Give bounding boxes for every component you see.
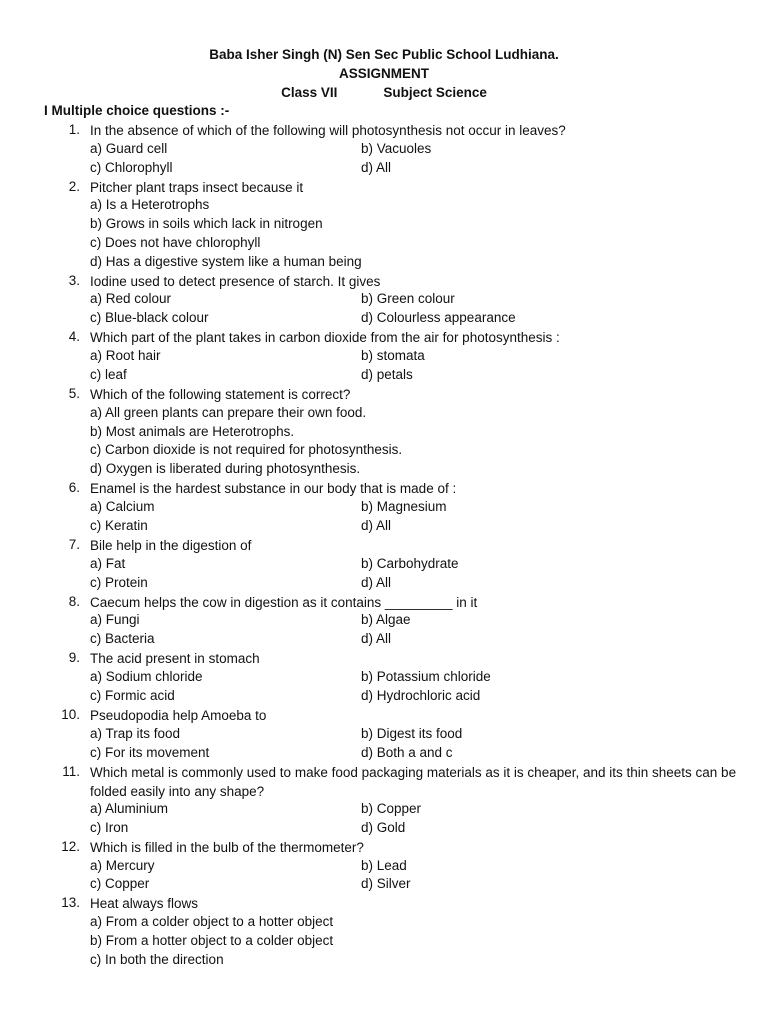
- school-name: Baba Isher Singh (N) Sen Sec Public School Ludhiana.: [209, 47, 559, 62]
- option: a) Aluminium: [90, 801, 169, 816]
- question-text: Pseudopodia help Amoeba to: [90, 708, 267, 723]
- option: a) Root hair: [90, 348, 161, 363]
- option: a) Guard cell: [90, 141, 168, 156]
- option: b) Vacuoles: [361, 141, 432, 156]
- option: b) Copper: [361, 801, 422, 816]
- option: d) Colourless appearance: [361, 310, 516, 325]
- option: a) Fat: [90, 556, 126, 571]
- question-text: Which part of the plant takes in carbon dioxide from the air for photosynthesis :: [90, 330, 560, 345]
- question-number: 4.: [68, 329, 80, 344]
- option: b) Carbohydrate: [361, 556, 459, 571]
- option: c) Does not have chlorophyll: [90, 235, 261, 250]
- option: b) Potassium chloride: [361, 669, 491, 684]
- question-number: 10.: [61, 707, 80, 722]
- question-number: 8.: [68, 594, 80, 609]
- option: a) Trap its food: [90, 726, 181, 741]
- option: c) Bacteria: [90, 631, 155, 646]
- option: b) stomata: [361, 348, 425, 363]
- option: a) Red colour: [90, 291, 172, 306]
- question-number: 2.: [68, 179, 80, 194]
- option: c) Copper: [90, 876, 150, 891]
- option: c) Iron: [90, 820, 129, 835]
- option: a) Fungi: [90, 612, 140, 627]
- question-text: Enamel is the hardest substance in our body that is made of :: [90, 481, 457, 496]
- question-text: The acid present in stomach: [90, 651, 260, 666]
- assignment-title: ASSIGNMENT: [338, 66, 429, 81]
- option: c) leaf: [90, 367, 127, 382]
- option: d) Silver: [361, 876, 411, 891]
- option: d) petals: [361, 367, 413, 382]
- question-number: 11.: [62, 764, 80, 779]
- option: b) From a hotter object to a colder object: [90, 933, 334, 948]
- option: c) Chlorophyll: [90, 160, 173, 175]
- option: c) Protein: [90, 575, 148, 590]
- question-number: 6.: [68, 480, 80, 495]
- question-text: Which of the following statement is correct?: [90, 387, 351, 402]
- question-number: 9.: [68, 650, 80, 665]
- option: b) Most animals are Heterotrophs.: [90, 424, 295, 439]
- option: a) From a colder object to a hotter object: [90, 914, 334, 929]
- option: c) Blue-black colour: [90, 310, 209, 325]
- option: d) All: [361, 518, 392, 533]
- question-number: 7.: [68, 537, 80, 552]
- question-number: 1.: [68, 122, 80, 137]
- question-text: Bile help in the digestion of: [90, 538, 252, 553]
- class-label: Class VII: [281, 85, 338, 100]
- question-number: 12.: [61, 839, 80, 854]
- question-text: Which is filled in the bulb of the thermometer?: [90, 840, 364, 855]
- question-number: 5.: [68, 386, 80, 401]
- option: c) In both the direction: [90, 952, 224, 967]
- option: d) Hydrochloric acid: [361, 688, 481, 703]
- option: b) Magnesium: [361, 499, 447, 514]
- option: d) All: [361, 160, 392, 175]
- option: d) Both a and c: [361, 745, 453, 760]
- option: b) Lead: [361, 858, 407, 873]
- option: a) Calcium: [90, 499, 155, 514]
- option: c) Keratin: [90, 518, 148, 533]
- section-title: I Multiple choice questions :-: [44, 103, 230, 118]
- question-text: Which metal is commonly used to make food packaging materials as it is cheaper, and its thin sheets can be folded easily into any shape?: [90, 765, 737, 799]
- question-text: Caecum helps the cow in digestion as it contains _________ in it: [90, 595, 478, 610]
- option: d) Oxygen is liberated during photosynthesis.: [90, 461, 361, 476]
- option: d) Has a digestive system like a human being: [90, 254, 362, 269]
- option: a) Sodium chloride: [90, 669, 203, 684]
- option: c) For its movement: [90, 745, 210, 760]
- question-text: In the absence of which of the following will photosynthesis not occur in leaves?: [90, 123, 566, 138]
- option: a) All green plants can prepare their own food.: [90, 405, 367, 420]
- option: b) Algae: [361, 612, 411, 627]
- question-text: Heat always flows: [90, 896, 199, 911]
- option: d) Gold: [361, 820, 406, 835]
- option: a) Mercury: [90, 858, 155, 873]
- question-text: Pitcher plant traps insect because it: [90, 180, 304, 195]
- question-text: Iodine used to detect presence of starch. It gives: [90, 274, 381, 289]
- option: b) Green colour: [361, 291, 455, 306]
- option: c) Formic acid: [90, 688, 175, 703]
- question-number: 13.: [61, 895, 80, 910]
- option: c) Carbon dioxide is not required for photosynthesis.: [90, 442, 403, 457]
- option: d) All: [361, 575, 392, 590]
- subject-label: Subject Science: [383, 85, 487, 100]
- option: d) All: [361, 631, 392, 646]
- option: a) Is a Heterotrophs: [90, 197, 210, 212]
- option: b) Digest its food: [361, 726, 463, 741]
- option: b) Grows in soils which lack in nitrogen: [90, 216, 323, 231]
- class-subject-line: [0, 84, 768, 102]
- question-number: 3.: [68, 273, 80, 288]
